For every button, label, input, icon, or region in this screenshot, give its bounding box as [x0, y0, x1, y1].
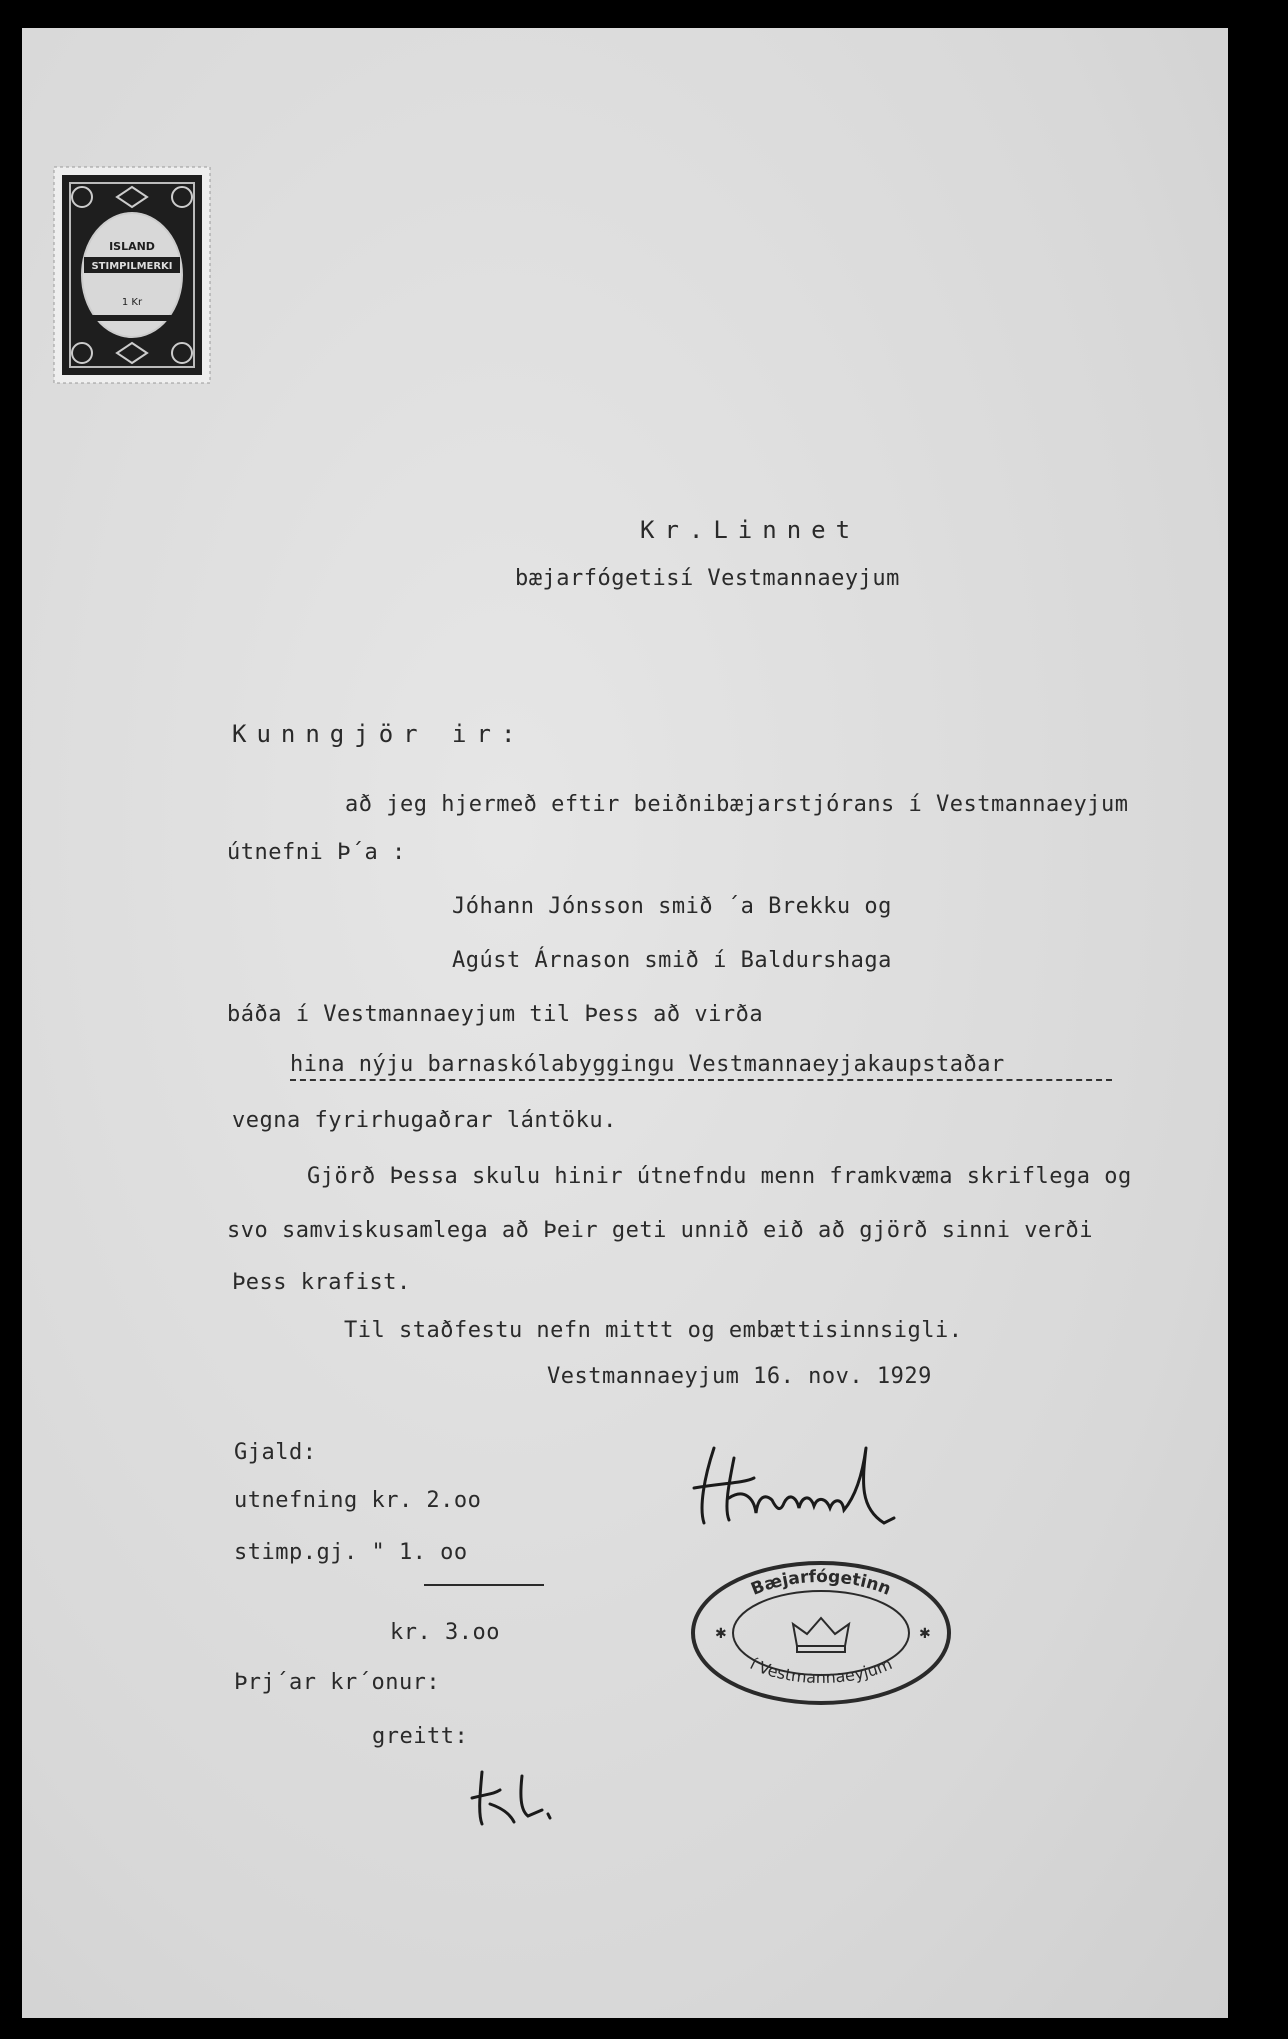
crown-icon [793, 1618, 849, 1652]
revenue-stamp [52, 165, 212, 385]
stamp-value: 1 Kr [121, 297, 143, 308]
seal-bottom-text: í Vestmannaeyjum [747, 1654, 895, 1687]
body-line: Agúst Árnason smið í Baldurshaga [452, 948, 892, 973]
document-page [22, 28, 1228, 2018]
signature [684, 1428, 924, 1538]
paid-label: greitt: [372, 1724, 469, 1749]
fees-label: Gjald: [234, 1440, 317, 1465]
sum-rule [424, 1584, 544, 1586]
body-line: Jóhann Jónsson smið ´a Brekku og [452, 894, 892, 919]
fee-total: kr. 3.oo [390, 1620, 500, 1645]
body-line-underlined: hina nýju barnaskólabyggingu Vestmannaeyjakaupstaðar [290, 1052, 1112, 1081]
proclamation-heading: Kunngjör ir: [232, 720, 526, 748]
body-line: Þess krafist. [232, 1270, 411, 1295]
body-line: Til staðfestu nefn mittt og embættisinnsigli. [344, 1318, 963, 1343]
fee-item: stimp.gj. " 1. oo [234, 1540, 468, 1565]
body-line: að jeg hjermeð eftir beiðnibæjarstjórans í Vestmannaeyjum [345, 792, 1129, 817]
body-line: báða í Vestmannaeyjum til Þess að virða [227, 1002, 764, 1027]
stamp-type: STIMPILMERKI [91, 261, 173, 272]
stamp-country: ISLAND [109, 240, 155, 253]
seal-top-text: Bæjarfógetinn [748, 1566, 894, 1600]
svg-text:í Vestmannaeyjum [747, 1654, 895, 1687]
body-line: Gjörð Þessa skulu hinir útnefndu menn framkvæma skriflega og [307, 1164, 1132, 1189]
official-seal [687, 1558, 955, 1708]
initials-signature [462, 1764, 572, 1834]
fee-item: utnefning kr. 2.oo [234, 1488, 482, 1513]
header-name: Kr.Linnet [640, 516, 861, 544]
svg-text:✱: ✱ [715, 1626, 727, 1642]
header-office: bæjarfógetisí Vestmannaeyjum [515, 566, 900, 591]
body-line: svo samviskusamlega að Þeir geti unnið eið að gjörð sinni verði [227, 1218, 1093, 1243]
body-line: vegna fyrirhugaðrar lántöku. [232, 1108, 617, 1133]
svg-text:✱: ✱ [919, 1626, 931, 1642]
date-line: Vestmannaeyjum 16. nov. 1929 [547, 1364, 932, 1389]
body-line: útnefni Þ´a : [227, 840, 406, 865]
fee-words: Þrj´ar kr´onur: [234, 1670, 441, 1695]
svg-text:Bæjarfógetinn [748, 1567, 893, 1600]
